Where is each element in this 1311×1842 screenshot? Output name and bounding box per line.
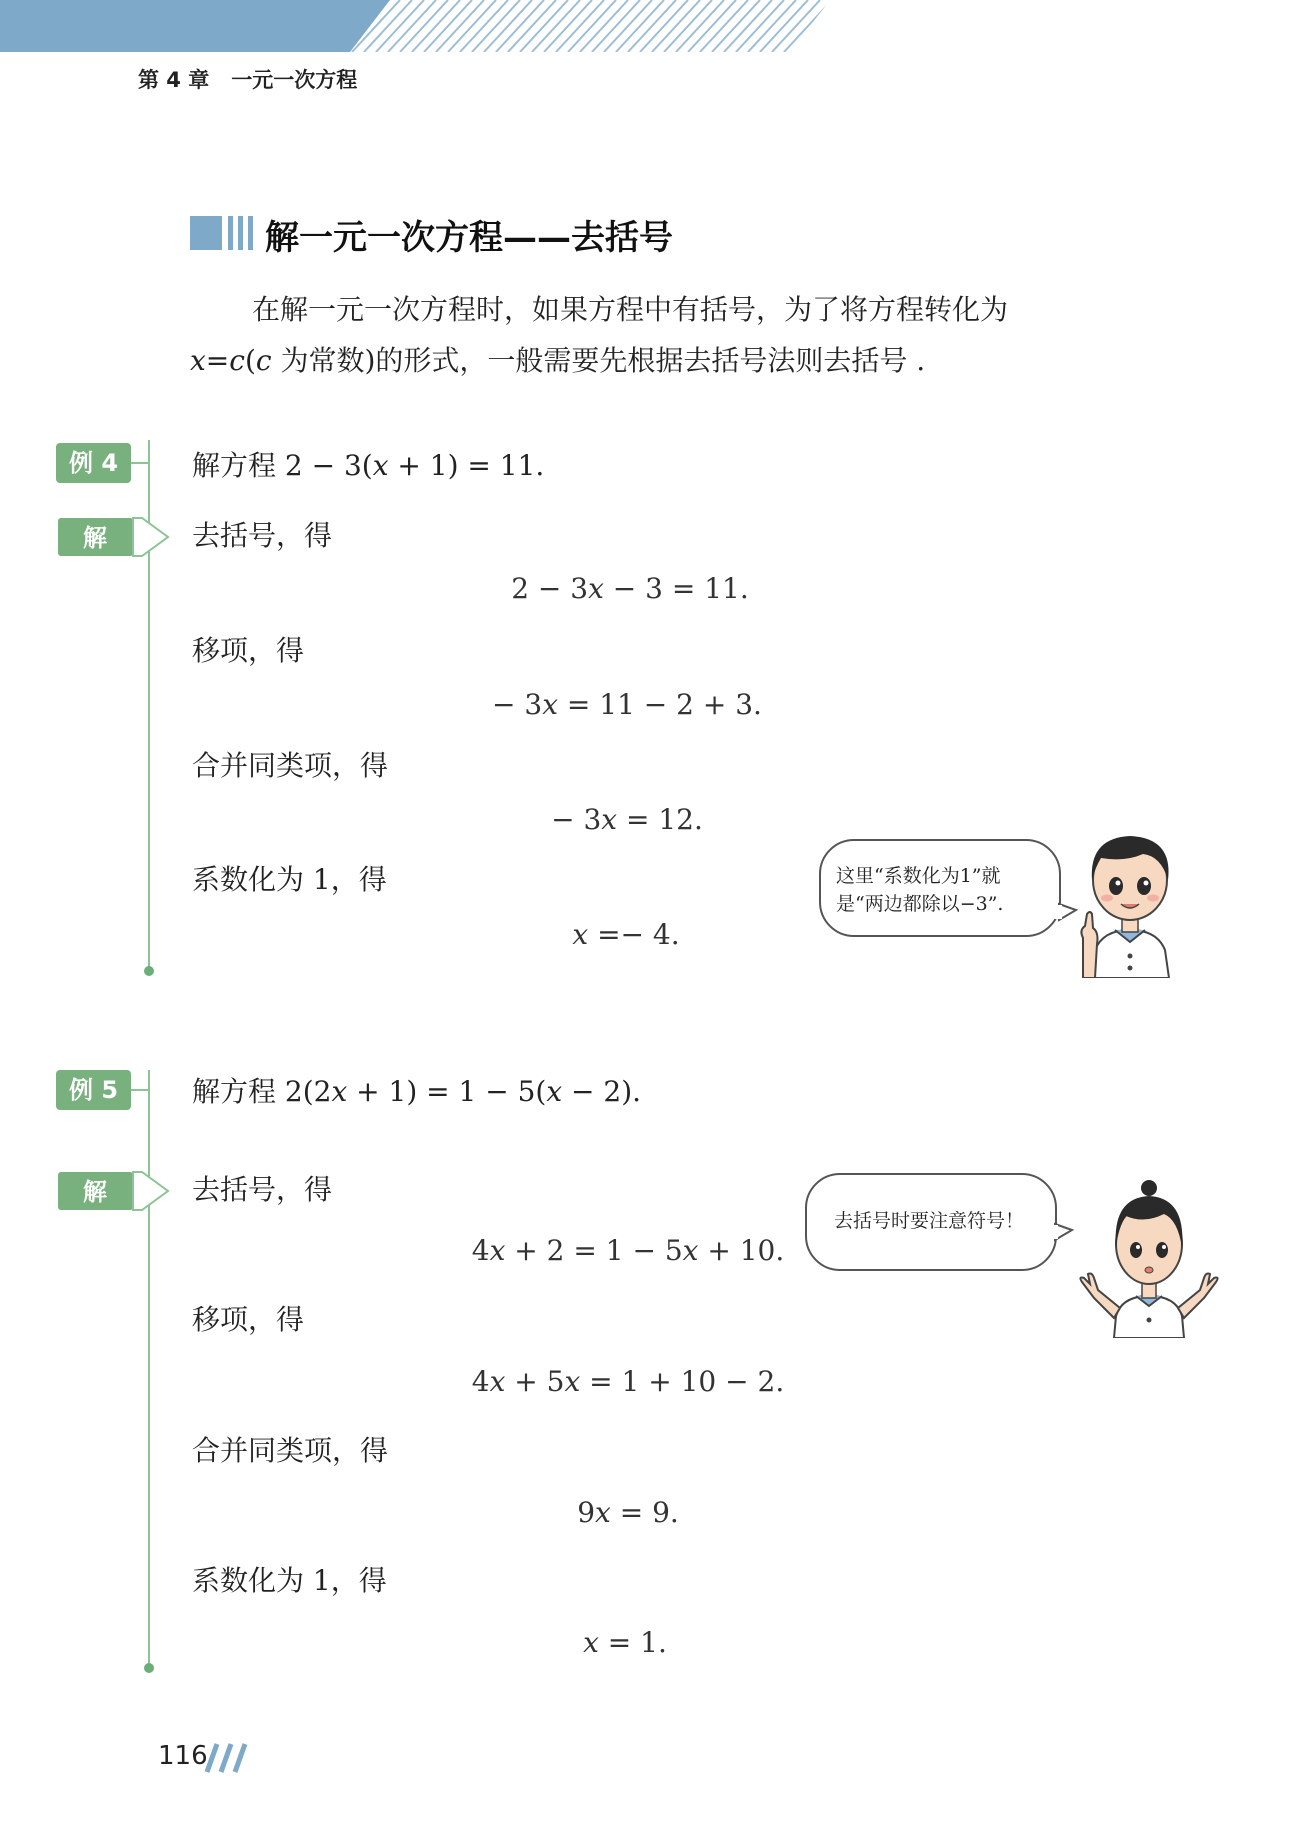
boy-character-illustration [1065,818,1195,978]
example4-bubble-line1: 这里“系数化为1”就 [836,865,1001,887]
example5-badge: 例 5 [56,1070,131,1110]
example4-step3-label: 合并同类项，得 [192,749,389,782]
section-marker-icon [190,216,256,250]
example4-bubble [836,862,1052,918]
example5-step2-eq: 4x + 5x = 1 + 10 − 2. [471,1365,785,1398]
intro-line-2: x=c(c 为常数)的形式，一般需要先根据去括号法则去括号 . [190,344,926,377]
example5-timeline [148,1070,150,1668]
example4-solution-badge [58,515,170,559]
example5-step3-label: 合并同类项，得 [192,1434,389,1467]
example4-step1-eq: 2 − 3x − 3 = 11. [511,572,749,605]
example4-step3-eq: − 3x = 12. [551,803,703,836]
chapter-label: 第 4 章 [138,68,210,92]
example4-step4-label: 系数化为 1，得 [192,863,387,896]
section-title: 解一元一次方程——去括号 [265,218,673,258]
example5-step1-eq: 4x + 2 = 1 − 5x + 10. [471,1234,785,1267]
example5-step2-label: 移项，得 [192,1303,305,1336]
example4-step1-label: 去括号，得 [192,519,333,552]
example5-step3-eq: 9x = 9. [577,1496,679,1529]
girl-character-illustration [1064,1178,1234,1338]
example5-solution-badge [58,1169,170,1213]
example4-step4-eq: x =− 4. [572,918,680,951]
example4-step2-eq: − 3x = 11 − 2 + 3. [492,688,762,721]
example4-badge-tick [131,462,148,464]
example5-problem: 解方程 2(2x + 1) = 1 − 5(x − 2). [192,1075,642,1108]
example5-bubble: 去括号时要注意符号！ [834,1210,1025,1232]
page-number-slashes-icon [203,1742,253,1774]
intro-line-1: 在解一元一次方程时，如果方程中有括号，为了将方程转化为 [252,293,1009,326]
example5-step1-label: 去括号，得 [192,1173,333,1206]
header-band [0,0,830,52]
example4-problem: 解方程 2 − 3(x + 1) = 11. [192,449,545,482]
page-number: 116 [158,1741,208,1771]
example4-bubble-line2: 是“两边都除以−3”. [836,893,1004,915]
example4-timeline-end [144,966,154,976]
svg-text:解: 解 [83,1178,107,1206]
intro-paragraph [190,284,1090,386]
chapter-header [138,64,357,94]
example5-step4-label: 系数化为 1，得 [192,1564,387,1597]
example5-badge-tick [131,1089,148,1091]
chapter-title: 一元一次方程 [231,68,358,92]
example4-badge: 例 4 [56,443,131,483]
example5-timeline-end [144,1663,154,1673]
svg-text:解: 解 [83,524,107,552]
example4-step2-label: 移项，得 [192,634,305,667]
example5-step4-eq: x = 1. [583,1626,667,1659]
